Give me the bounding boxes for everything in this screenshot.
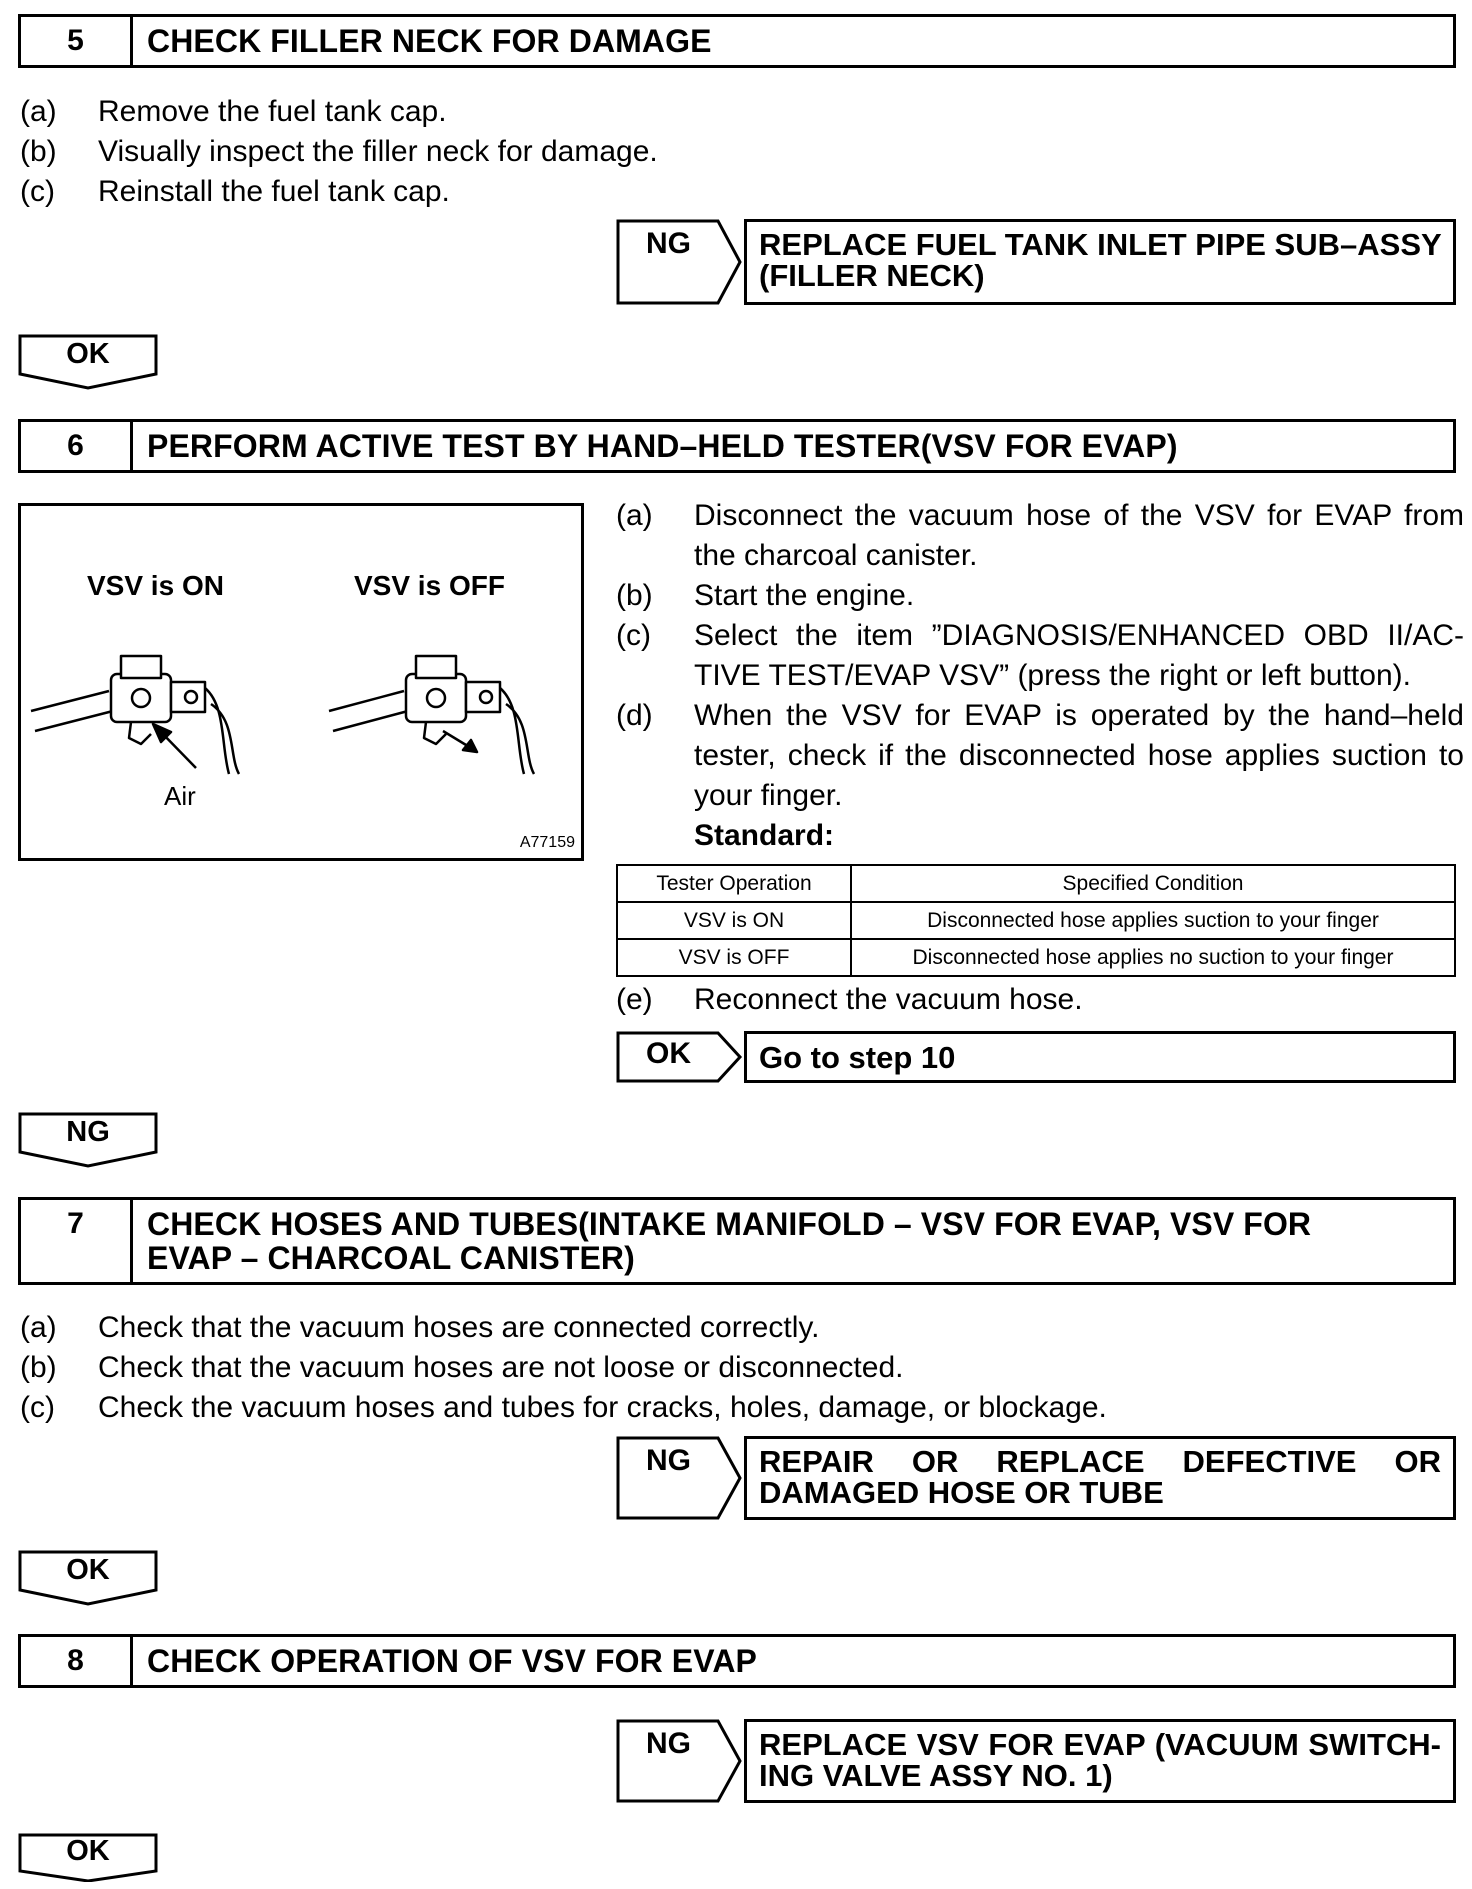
ng-action-box	[744, 219, 1456, 305]
step-title: CHECK FILLER NECK FOR DAMAGE	[147, 23, 712, 59]
ng-action-box	[744, 1436, 1456, 1520]
figure-id: A77159	[519, 834, 575, 851]
ng-label: NG	[646, 1727, 691, 1760]
ng-action-line: REPLACE VSV FOR EVAP (VACUUM SWITCH-	[759, 1727, 1441, 1762]
step-title: PERFORM ACTIVE TEST BY HAND–HELD TESTER(VSV FOR EVAP)	[147, 428, 1178, 464]
table-cell: Disconnected hose applies no suction to your finger	[851, 939, 1455, 976]
ok-action-box	[744, 1031, 1456, 1083]
ng-action-line: DAMAGED HOSE OR TUBE	[759, 1475, 1164, 1510]
ng-action-line: REPLACE FUEL TANK INLET PIPE SUB–ASSY	[759, 227, 1442, 262]
vsv-illustration	[18, 503, 584, 861]
step-number: 7	[21, 1200, 133, 1282]
ok-label: OK	[646, 1037, 691, 1070]
table-row	[617, 902, 1455, 939]
figure-label-vsv-on: VSV is ON	[87, 570, 224, 601]
ng-result	[616, 1436, 1456, 1520]
step-number: 8	[21, 1637, 133, 1685]
ng-action-box	[744, 1719, 1456, 1803]
step-number: 6	[21, 422, 133, 470]
table-cell: VSV is ON	[617, 902, 851, 939]
ng-action-line: ING VALVE ASSY NO. 1)	[759, 1758, 1113, 1793]
table-header-cell: Tester Operation	[617, 865, 851, 902]
list-item: (c) Select the item ”DIAGNOSIS/ENHANCED OBD II/AC- TIVE TEST/EVAP VSV” (press the right or left button).	[616, 619, 1464, 692]
table-cell: Disconnected hose applies suction to your finger	[851, 902, 1455, 939]
step-5-header	[18, 14, 1456, 68]
ng-label: NG	[646, 227, 691, 260]
figure-label-vsv-off: VSV is OFF	[354, 570, 505, 601]
list-item: (e) Reconnect the vacuum hose.	[616, 983, 1083, 1016]
step-title: CHECK HOSES AND TUBES(INTAKE MANIFOLD – VSV FOR EVAP, VSV FOR EVAP – CHARCOAL CANISTER)	[147, 1206, 1312, 1276]
ng-action-line: REPAIR OR REPLACE DEFECTIVE OR	[759, 1444, 1441, 1479]
table-cell: VSV is OFF	[617, 939, 851, 976]
list-item: (a) Disconnect the vacuum hose of the VSV for EVAP from the charcoal canister.	[616, 499, 1464, 572]
list-item: (b) Start the engine.	[616, 579, 915, 612]
ng-flow-tab	[18, 1112, 158, 1168]
ok-action-text: Go to step 10	[759, 1040, 956, 1075]
step-6-header	[18, 419, 1456, 473]
vsv-drawing	[21, 506, 581, 858]
ok-label: OK	[66, 338, 110, 370]
list-item: (d) When the VSV for EVAP is operated by the hand–held tester, check if the disconnected hose applies suction to your finger.	[616, 699, 1464, 812]
ok-flow-tab	[18, 334, 158, 390]
ok-flow-tab	[18, 1550, 158, 1606]
table-header-row	[617, 865, 1455, 902]
ok-result	[616, 1031, 1456, 1083]
step-number: 5	[21, 17, 133, 65]
step-8-header	[18, 1634, 1456, 1688]
table-row	[617, 939, 1455, 976]
step-title: CHECK OPERATION OF VSV FOR EVAP	[147, 1643, 757, 1679]
table-header-cell: Specified Condition	[851, 865, 1455, 902]
ok-label: OK	[66, 1554, 110, 1586]
standard-label: Standard:	[694, 819, 835, 852]
ok-flow-tab	[18, 1833, 158, 1889]
step-7-header	[18, 1197, 1456, 1285]
ng-action-line: (FILLER NECK)	[759, 258, 985, 293]
ng-label: NG	[66, 1116, 110, 1148]
ng-label: NG	[646, 1444, 691, 1477]
ok-label: OK	[66, 1835, 110, 1867]
air-label: Air	[164, 781, 196, 811]
spec-table	[616, 864, 1456, 977]
ng-result	[616, 1719, 1456, 1803]
ng-result	[616, 219, 1456, 305]
